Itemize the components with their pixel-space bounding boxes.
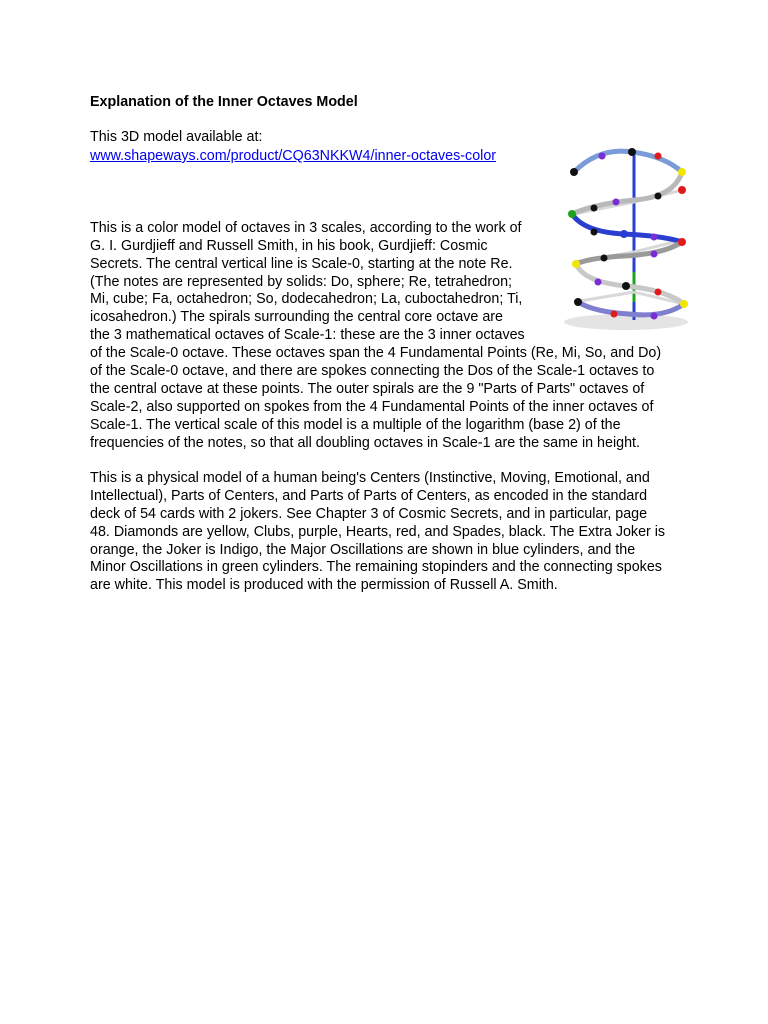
scale-1-spirals: [572, 151, 684, 315]
paragraph-2-line: This is a physical model of a human being's Centers (Instinctive, Moving, Emotional, and: [90, 470, 650, 486]
paragraph-1-line: frequencies of the notes, so that all doubling octaves in Scale-1 are the same in height.: [90, 435, 640, 451]
paragraph-1-line: Secrets. The central vertical line is Scale-0, starting at the note Re.: [90, 256, 513, 272]
paragraph-2-line: are white. This model is produced with the permission of Russell A. Smith.: [90, 577, 558, 593]
paragraph-1-line: (The notes are represented by solids: Do, sphere; Re, tetrahedron;: [90, 274, 512, 290]
paragraph-1-line: of the Scale-0 octave. These octaves span the 4 Fundamental Points (Re, Mi, So, and Do): [90, 345, 662, 361]
paragraph-1-line: Scale-2, also supported on spokes from the 4 Fundamental Points of the inner octaves of: [90, 399, 654, 415]
paragraph-1-line: of the Scale-0 octave, and there are spokes connecting the Dos of the Scale-1 octaves to: [90, 363, 655, 379]
paragraph-2-line: Minor Oscillations in green cylinders. The remaining stopinders and the connecting spokes: [90, 559, 662, 575]
paragraph-1-line: icosahedron.) The spirals surrounding the central core octave are: [90, 309, 503, 325]
shapeways-link[interactable]: www.shapeways.com/product/CQ63NKKW4/inner-octaves-color: [90, 148, 497, 164]
inner-octaves-model-image: [554, 142, 694, 332]
paragraph-1-line: Scale-1. The vertical scale of this model is a multiple of the logarithm (base 2) of the: [90, 417, 621, 433]
paragraph-1-line: Mi, cube; Fa, octahedron; So, dodecahedron; La, cuboctahedron; Ti,: [90, 291, 523, 307]
model-shadow: [564, 314, 688, 330]
document-title: Explanation of the Inner Octaves Model: [90, 94, 358, 110]
paragraph-1-line: G. I. Gurdjieff and Russell Smith, in his book, Gurdjieff: Cosmic: [90, 238, 488, 254]
paragraph-1-line: This is a color model of octaves in 3 scales, according to the work of: [90, 220, 522, 236]
paragraph-2-line: 48. Diamonds are yellow, Clubs, purple, Hearts, red, and Spades, black. The Extra Joker is: [90, 524, 666, 540]
paragraph-2-line: orange, the Joker is Indigo, the Major Oscillations are shown in blue cylinders, and the: [90, 542, 636, 558]
paragraph-2-line: Intellectual), Parts of Centers, and Parts of Parts of Centers, as encoded in the standard: [90, 488, 648, 504]
paragraph-1-line: the central octave at these points. The outer spirals are the 9 "Parts of Parts" octaves of: [90, 381, 645, 397]
availability-text: This 3D model available at:: [90, 129, 263, 145]
paragraph-1-line: the 3 mathematical octaves of Scale-1: these are the 3 inner octaves: [90, 327, 525, 343]
paragraph-2-line: deck of 54 cards with 2 jokers. See Chapter 3 of Cosmic Secrets, and in particular, page: [90, 506, 648, 522]
